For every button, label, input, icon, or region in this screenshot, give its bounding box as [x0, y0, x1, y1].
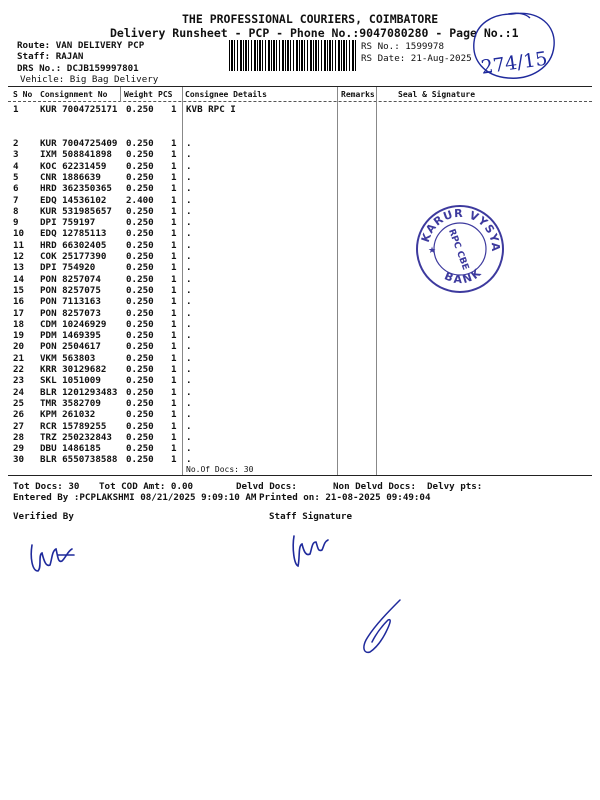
table-row	[0, 353, 600, 364]
row-consignee-details: .	[186, 330, 192, 342]
verified-by-label: Verified By	[13, 511, 74, 522]
row-weight: 0.250	[126, 205, 154, 217]
staff-signature	[288, 530, 332, 570]
row-weight: 0.250	[126, 409, 154, 421]
row-consignment-no: DPI 754920	[40, 262, 96, 274]
row-consignee-details: .	[186, 296, 192, 308]
row-pcs: 1	[171, 318, 177, 330]
row-consignment-no: TRZ 250232843	[40, 431, 112, 443]
entered-by: Entered By :PCPLAKSHMI 08/21/2025 9:09:10 AM	[13, 492, 257, 503]
table-row	[0, 149, 600, 160]
row-weight: 0.250	[126, 318, 154, 330]
table-row	[0, 274, 600, 285]
table-row	[0, 319, 600, 330]
row-sno: 15	[13, 284, 25, 296]
row-consignment-no: DPI 759197	[40, 217, 96, 229]
row-sno: 24	[13, 386, 25, 398]
row-consignee-details: .	[186, 420, 192, 432]
row-pcs: 1	[171, 307, 177, 319]
row-weight: 0.250	[126, 149, 154, 161]
stamp-top-text: KARUR VYSYA	[418, 206, 503, 253]
row-sno: 5	[13, 171, 19, 183]
col-header-seal: Seal & Signature	[398, 90, 476, 99]
row-pcs: 1	[171, 420, 177, 432]
staff-signature-label: Staff Signature	[269, 511, 352, 522]
row-weight: 0.250	[126, 228, 154, 240]
row-consignment-no: PON 8257073	[40, 307, 101, 319]
col-header-pcs: PCS	[158, 90, 173, 99]
row-pcs: 1	[171, 228, 177, 240]
row-pcs: 1	[171, 217, 177, 229]
row-sno: 11	[13, 239, 25, 251]
row-sno: 7	[13, 194, 19, 206]
row-pcs: 1	[171, 284, 177, 296]
row-consignment-no: DBU 1486185	[40, 443, 101, 455]
row-sno: 18	[13, 318, 25, 330]
row-consignment-no: KOC 62231459	[40, 160, 107, 172]
row-consignment-no: KUR 531985657	[40, 205, 112, 217]
table-row	[0, 341, 600, 352]
row-consignee-details: .	[186, 443, 192, 455]
row-consignment-no: KPM 261032	[40, 409, 96, 421]
stamp-star-icon: ★	[428, 246, 437, 256]
table-row	[0, 183, 600, 194]
route-text: Route: VAN DELIVERY PCP	[17, 40, 145, 51]
row-consignee-details: .	[186, 149, 192, 161]
table-row	[0, 398, 600, 409]
handwritten-circle-note	[468, 8, 560, 84]
row-consignee-details: .	[186, 318, 192, 330]
row-weight: 0.250	[126, 273, 154, 285]
row-weight: 0.250	[126, 454, 154, 466]
table-row	[0, 421, 600, 432]
row-sno: 29	[13, 443, 25, 455]
row-consignee-details: .	[186, 352, 192, 364]
delivered-docs: Delvd Docs:	[236, 481, 297, 492]
table-top-border	[8, 86, 592, 87]
row-pcs: 1	[171, 149, 177, 161]
row-consignee-details: .	[186, 262, 192, 274]
row-pcs: 1	[171, 205, 177, 217]
row-pcs: 1	[171, 273, 177, 285]
row-consignee-details: KVB RPC I	[186, 104, 236, 115]
printed-on: Printed on: 21-08-2025 09:49:04	[259, 492, 431, 503]
row-sno: 12	[13, 251, 25, 262]
row-pcs: 1	[171, 330, 177, 342]
row-consignee-details: .	[186, 228, 192, 240]
row-weight: 0.250	[126, 364, 154, 375]
table-row	[0, 138, 600, 149]
row-sno: 27	[13, 420, 25, 432]
row-sno: 2	[13, 138, 19, 149]
row-consignment-no: EDQ 14536102	[40, 194, 107, 206]
table-row	[0, 285, 600, 296]
delivery-points: Delvy pts:	[427, 481, 483, 492]
row-sno: 8	[13, 205, 19, 217]
table-row	[0, 432, 600, 443]
table-row	[0, 262, 600, 273]
stamp-center-text: RPC CBE	[446, 227, 471, 272]
table-row	[0, 240, 600, 251]
row-consignee-details: .	[186, 251, 192, 262]
rs-date: RS Date: 21-Aug-2025	[361, 53, 472, 64]
row-weight: 0.250	[126, 183, 154, 195]
handwritten-scribble	[360, 596, 408, 660]
stamp-bottom-text: BANK	[442, 265, 485, 287]
row-consignee-details: .	[186, 307, 192, 319]
row-consignee-details: .	[186, 431, 192, 443]
staff-text: Staff: RAJAN	[17, 51, 84, 62]
row-consignee-details: .	[186, 284, 192, 296]
table-row	[0, 251, 600, 262]
table-row	[0, 104, 600, 115]
row-consignment-no: RCR 15789255	[40, 420, 107, 432]
table-row	[0, 161, 600, 172]
row-consignment-no: CNR 1886639	[40, 171, 101, 183]
row-pcs: 1	[171, 296, 177, 308]
row-sno: 10	[13, 228, 25, 240]
row-weight: 0.250	[126, 431, 154, 443]
row-weight: 0.250	[126, 341, 154, 353]
row-sno: 28	[13, 431, 25, 443]
row-weight: 0.250	[126, 171, 154, 183]
rs-number: RS No.: 1599978	[361, 41, 444, 52]
table-row	[0, 217, 600, 228]
row-sno: 16	[13, 296, 25, 308]
row-consignment-no: SKL 1051009	[40, 375, 101, 387]
row-weight: 2.400	[126, 194, 154, 206]
table-row	[0, 308, 600, 319]
row-pcs: 1	[171, 239, 177, 251]
row-pcs: 1	[171, 454, 177, 466]
row-weight: 0.250	[126, 251, 154, 262]
row-pcs: 1	[171, 251, 177, 262]
header-separator	[8, 101, 592, 102]
row-consignee-details: .	[186, 183, 192, 195]
row-pcs: 1	[171, 409, 177, 421]
row-consignee-details: .	[186, 364, 192, 375]
table-row	[0, 296, 600, 307]
row-consignment-no: KUR 7004725171	[40, 104, 118, 115]
column-divider	[120, 87, 121, 102]
col-header-sno: S No	[13, 90, 33, 99]
row-weight: 0.250	[126, 104, 154, 115]
total-cod-amount: Tot COD Amt: 0.00	[99, 481, 194, 492]
row-weight: 0.250	[126, 217, 154, 229]
row-consignee-details: .	[186, 409, 192, 421]
table-row	[0, 172, 600, 183]
row-consignment-no: BLR 1201293483	[40, 386, 118, 398]
row-consignee-details: .	[186, 160, 192, 172]
row-sno: 22	[13, 364, 25, 375]
runsheet-subtitle: Delivery Runsheet - PCP - Phone No.:9047080280 - Page No.:1	[110, 26, 519, 40]
row-sno: 21	[13, 352, 25, 364]
row-weight: 0.250	[126, 307, 154, 319]
row-weight: 0.250	[126, 397, 154, 409]
table-row	[0, 206, 600, 217]
row-consignee-details: .	[186, 375, 192, 387]
barcode	[229, 40, 357, 71]
row-consignee-details: .	[186, 205, 192, 217]
row-consignee-details: .	[186, 397, 192, 409]
row-sno: 30	[13, 454, 25, 466]
col-header-remarks: Remarks	[341, 90, 375, 99]
karur-vysya-bank-stamp	[414, 203, 506, 295]
company-title: THE PROFESSIONAL COURIERS, COIMBATORE	[182, 12, 439, 26]
row-sno: 13	[13, 262, 25, 274]
row-sno: 23	[13, 375, 25, 387]
row-sno: 4	[13, 160, 19, 172]
row-pcs: 1	[171, 160, 177, 172]
vehicle-text: Vehicle: Big Bag Delivery	[20, 74, 159, 85]
row-consignment-no: CDM 10246929	[40, 318, 107, 330]
row-pcs: 1	[171, 352, 177, 364]
table-row	[0, 375, 600, 386]
row-consignment-no: VKM 563803	[40, 352, 96, 364]
row-pcs: 1	[171, 262, 177, 274]
col-header-consignee: Consignee Details	[185, 90, 267, 99]
row-weight: 0.250	[126, 330, 154, 342]
row-sno: 17	[13, 307, 25, 319]
row-pcs: 1	[171, 364, 177, 375]
non-delivered-docs: Non Delvd Docs:	[333, 481, 416, 492]
row-pcs: 1	[171, 341, 177, 353]
no-of-docs: No.Of Docs: 30	[186, 465, 254, 474]
table-row	[0, 409, 600, 420]
row-weight: 0.250	[126, 386, 154, 398]
drs-number: DRS No.: DCJB159997801	[17, 63, 139, 74]
row-pcs: 1	[171, 431, 177, 443]
row-consignment-no: IXM 508841898	[40, 149, 112, 161]
row-weight: 0.250	[126, 284, 154, 296]
table-row	[0, 387, 600, 398]
row-sno: 3	[13, 149, 19, 161]
row-sno: 20	[13, 341, 25, 353]
row-consignee-details: .	[186, 454, 192, 466]
row-weight: 0.250	[126, 160, 154, 172]
row-sno: 25	[13, 397, 25, 409]
row-weight: 0.250	[126, 352, 154, 364]
row-weight: 0.250	[126, 443, 154, 455]
row-consignee-details: .	[186, 217, 192, 229]
row-consignee-details: .	[186, 341, 192, 353]
row-consignee-details: .	[186, 171, 192, 183]
col-header-weight: Weight	[124, 90, 153, 99]
row-pcs: 1	[171, 104, 177, 115]
row-weight: 0.250	[126, 138, 154, 149]
row-pcs: 1	[171, 183, 177, 195]
row-consignment-no: PON 2504617	[40, 341, 101, 353]
row-consignment-no: EDQ 12785113	[40, 228, 107, 240]
row-consignment-no: KUR 7004725409	[40, 138, 118, 149]
row-sno: 1	[13, 104, 19, 115]
table-row	[0, 228, 600, 239]
row-weight: 0.250	[126, 375, 154, 387]
table-row	[0, 454, 600, 465]
row-pcs: 1	[171, 397, 177, 409]
row-consignment-no: HRD 66302405	[40, 239, 107, 251]
row-consignment-no: BLR 6550738588	[40, 454, 118, 466]
row-consignee-details: .	[186, 138, 192, 149]
row-consignment-no: COK 25177390	[40, 251, 107, 262]
row-sno: 19	[13, 330, 25, 342]
row-pcs: 1	[171, 443, 177, 455]
handwritten-note-text: 274/15	[479, 47, 549, 79]
table-bottom-border	[8, 475, 592, 476]
row-consignment-no: KRR 30129682	[40, 364, 107, 375]
verifier-signature	[28, 537, 78, 577]
row-consignment-no: PON 8257075	[40, 284, 101, 296]
table-row	[0, 195, 600, 206]
row-pcs: 1	[171, 194, 177, 206]
row-sno: 9	[13, 217, 19, 229]
col-header-consignment: Consignment No	[40, 90, 108, 99]
row-pcs: 1	[171, 138, 177, 149]
row-consignee-details: .	[186, 273, 192, 285]
row-sno: 26	[13, 409, 25, 421]
row-consignment-no: HRD 362350365	[40, 183, 112, 195]
row-sno: 14	[13, 273, 25, 285]
table-row	[0, 330, 600, 341]
table-row	[0, 443, 600, 454]
row-pcs: 1	[171, 171, 177, 183]
row-consignment-no: PON 7113163	[40, 296, 101, 308]
row-weight: 0.250	[126, 262, 154, 274]
row-consignment-no: TMR 3582709	[40, 397, 101, 409]
table-row	[0, 364, 600, 375]
row-consignee-details: .	[186, 239, 192, 251]
row-consignment-no: PDM 1469395	[40, 330, 101, 342]
row-pcs: 1	[171, 386, 177, 398]
row-consignee-details: .	[186, 194, 192, 206]
row-weight: 0.250	[126, 420, 154, 432]
total-docs: Tot Docs: 30	[13, 481, 80, 492]
row-sno: 6	[13, 183, 19, 195]
row-consignment-no: PON 8257074	[40, 273, 101, 285]
row-weight: 0.250	[126, 239, 154, 251]
row-consignee-details: .	[186, 386, 192, 398]
row-weight: 0.250	[126, 296, 154, 308]
row-pcs: 1	[171, 375, 177, 387]
